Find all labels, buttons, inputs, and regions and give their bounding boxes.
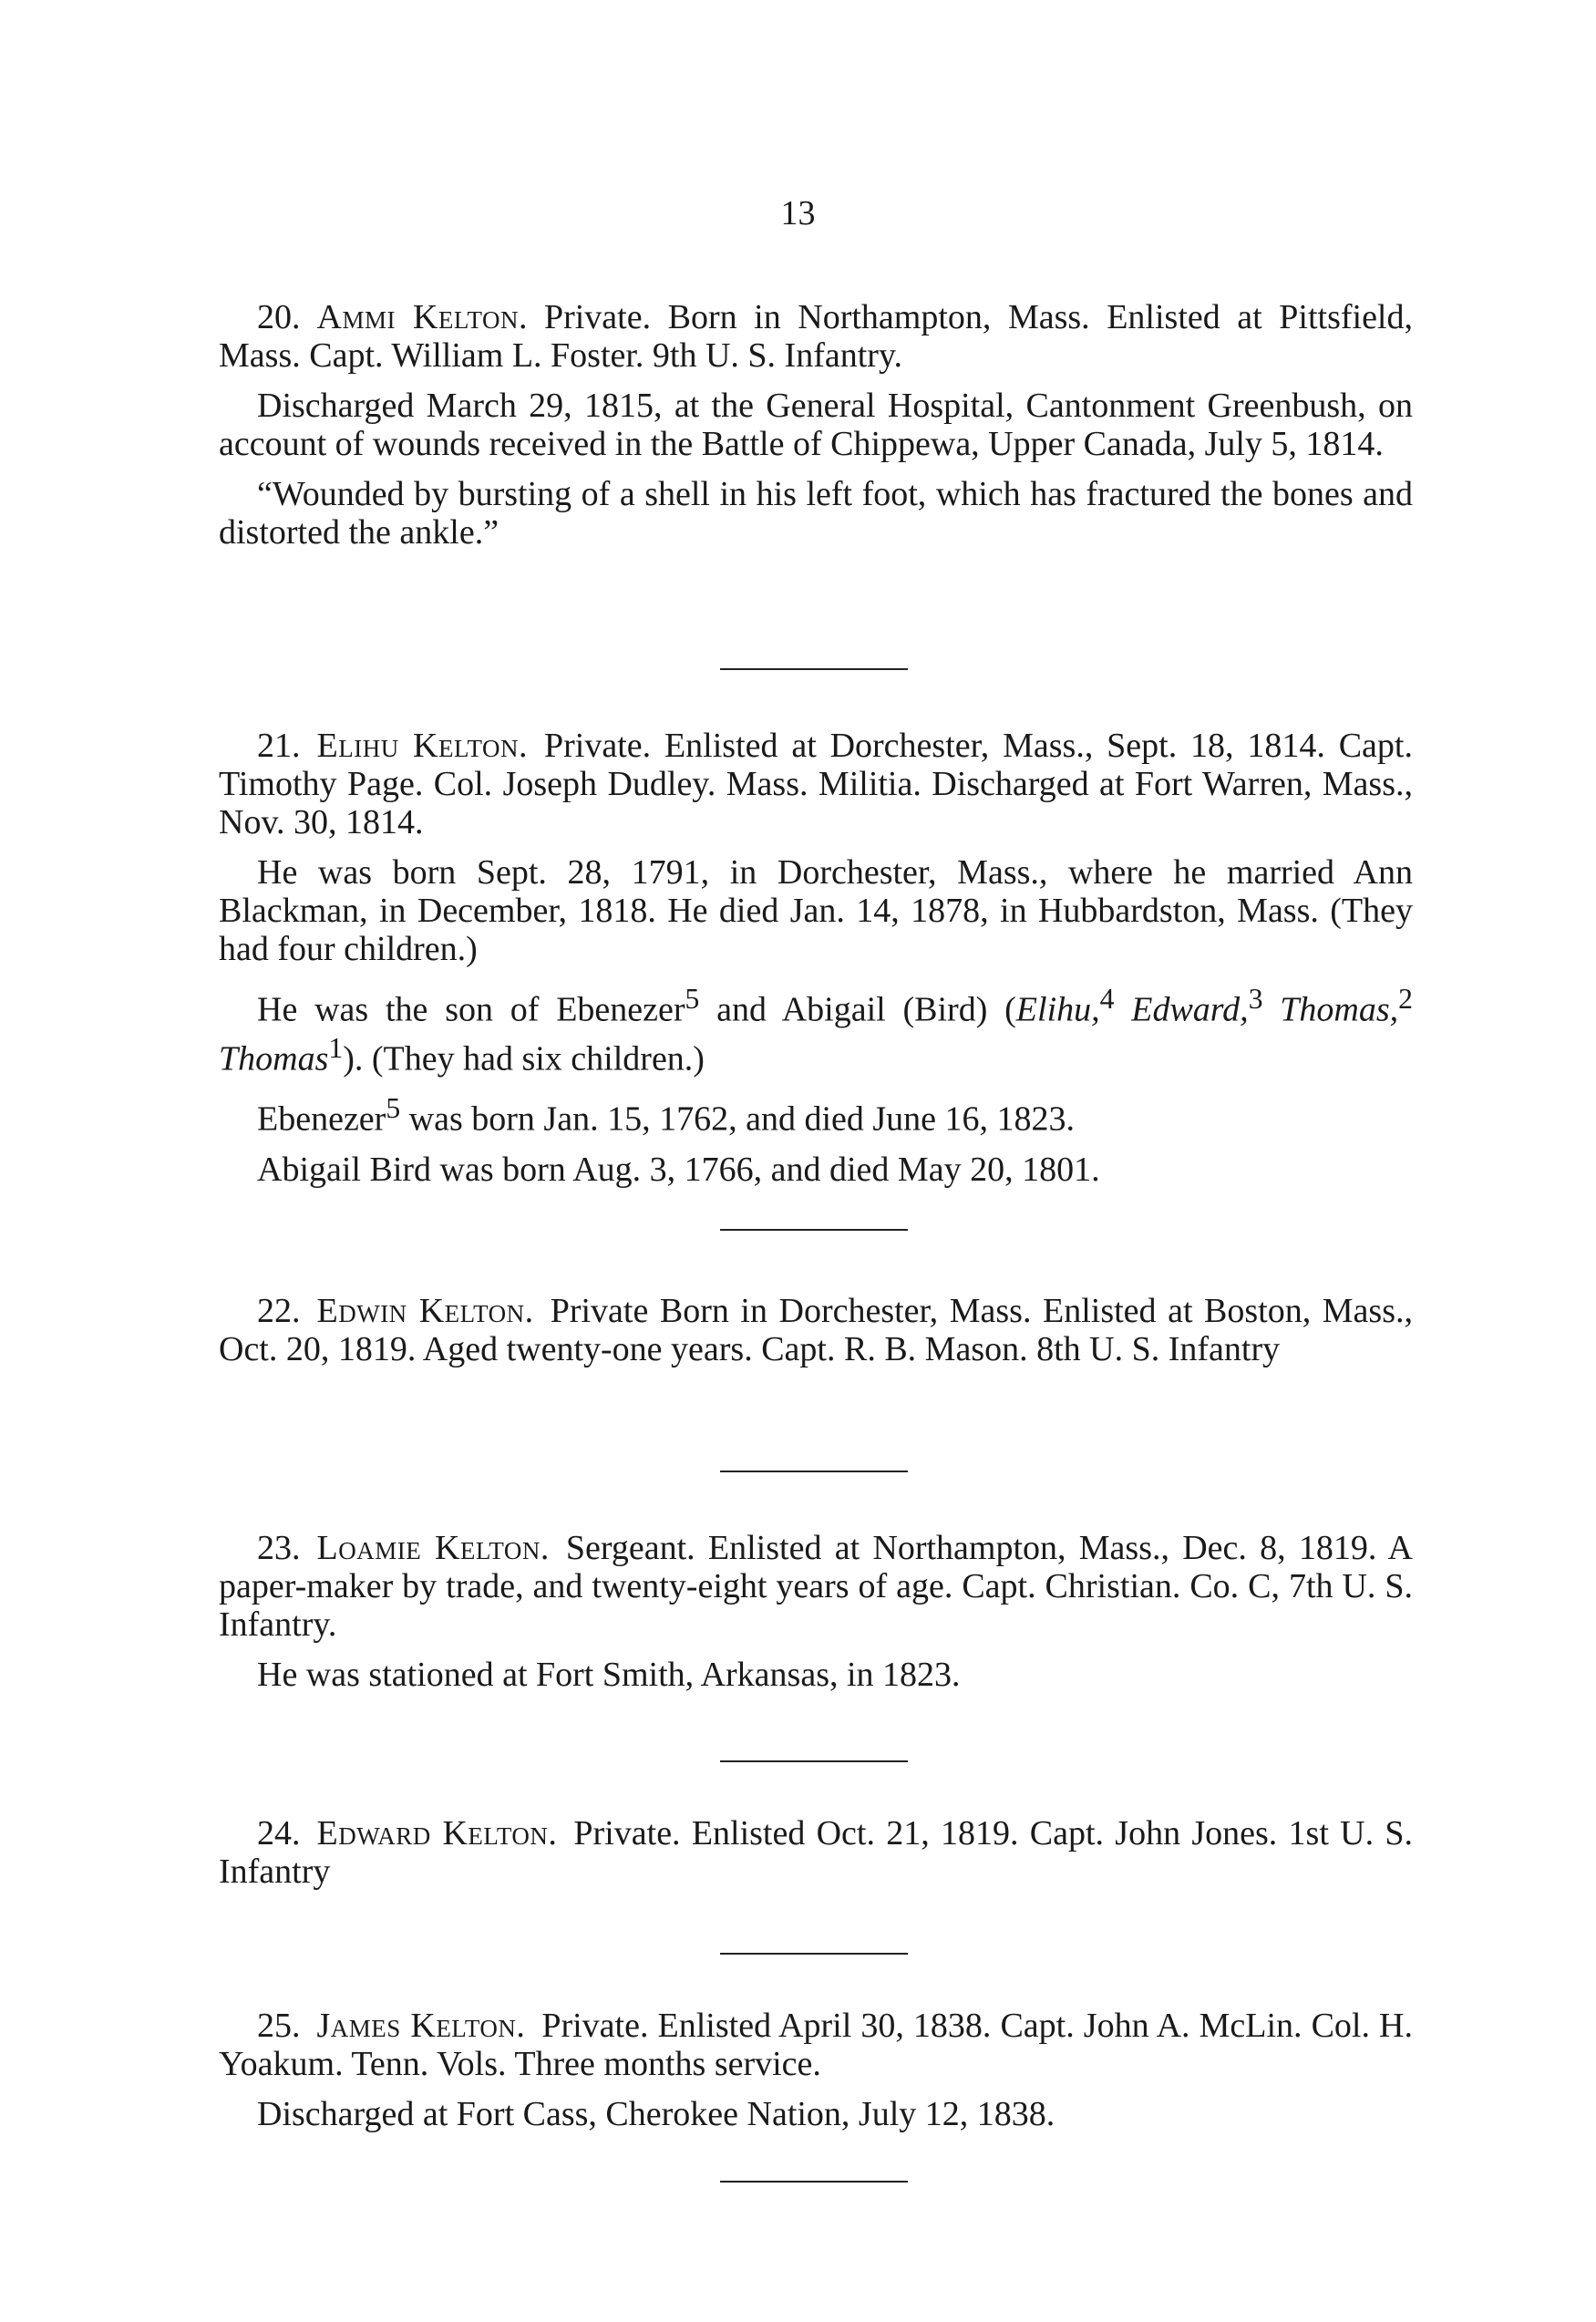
entry-20 [219,298,1413,563]
section-divider [720,1760,908,1762]
entry-22 [219,1292,1413,1380]
soldier-name: Loamie Kelton. [316,1529,550,1567]
section-divider [720,2181,908,2183]
entry-number: 23. [257,1529,301,1567]
ancestor-name: Thomas, [1262,990,1399,1029]
entry-paragraph: “Wounded by bursting of a shell in his left foot, which has fractured the bones and distorted the ankle.” [219,475,1413,552]
soldier-name: Edward Kelton. [316,1814,558,1852]
entry-text: Private. Born in Northampton, Mass. Enlisted at Pittsfield, Mass. Capt. William L. Foster. 9th U. S. Infantry. [219,298,1413,375]
entry-paragraph [219,1292,1413,1368]
entry-paragraph: He was stationed at Fort Smith, Arkansas, in 1823. [257,1656,961,1694]
entry-paragraph [219,298,1413,375]
entry-paragraph: Abigail Bird was born Aug. 3, 1766, and died May 20, 1801. [257,1150,1100,1189]
entry-number: 20. [257,298,301,336]
entry-number: 24. [257,1814,301,1852]
entry-text: Private. Enlisted April 30, 1838. Capt. John A. McLin. Col. H. Yoakum. Tenn. Vols. Three months service. [219,2007,1413,2083]
section-divider [720,1471,908,1472]
generation-sup: 2 [1398,983,1413,1015]
ancestor-name: Thomas [219,1039,329,1078]
ancestor-name: Edward, [1114,990,1249,1029]
parentage-tail: ). (They had six children.) [343,1039,705,1078]
generation-sup: 1 [328,1031,344,1064]
entry-paragraph [219,727,1413,841]
entry-text: Private. Enlisted at Dorchester, Mass., Sept. 18, 1814. Capt. Timothy Page. Col. Joseph Dudley. Mass. Militia. Discharged at Fort Warren, Mass., Nov. 30, 1814. [219,727,1413,841]
entry-paragraph [219,1529,1413,1644]
generation-sup: 3 [1248,983,1263,1015]
generation-sup: 4 [1099,983,1115,1015]
page-number: 13 [780,194,816,232]
section-divider [720,668,908,670]
entry-text: Private Born in Dorchester, Mass. Enlisted at Boston, Mass., Oct. 20, 1819. Aged twenty-one years. Capt. R. B. Mason. 8th U. S. Infantry [219,1292,1414,1368]
section-divider [720,1229,908,1231]
entry-24 [219,1814,1413,1903]
ebenezer-name: Ebenezer [257,1099,386,1139]
entry-23 [219,1529,1413,1706]
parentage-mid: and Abigail (Bird) ( [699,990,1016,1029]
parentage-lead: He was the son of Ebenezer [257,990,685,1029]
entry-21 [219,727,1413,1201]
entry-number: 25. [257,2007,301,2045]
entry-number: 21. [257,727,301,765]
generation-sup: 5 [685,983,700,1015]
entry-number: 22. [257,1292,301,1330]
soldier-name: James Kelton. [316,2007,526,2045]
section-divider [720,1953,908,1955]
soldier-name: Ammi Kelton. [316,298,528,336]
ancestor-name: Elihu, [1015,990,1100,1029]
soldier-name: Elihu Kelton. [316,727,528,765]
generation-sup: 5 [386,1092,401,1125]
entry-paragraph [219,2007,1413,2083]
soldier-name: Edwin Kelton. [316,1292,534,1330]
entry-text: Sergeant. Enlisted at Northampton, Mass., Dec. 8, 1819. A paper-maker by trade, and twenty-eight years of age. Capt. Christian. Co. C, 7th U. S. Infantry. [219,1529,1413,1644]
entry-text: Private. Enlisted Oct. 21, 1819. Capt. John Jones. 1st U. S. Infantry [219,1814,1413,1891]
entry-paragraph [219,1814,1413,1891]
entry-paragraph: He was born Sept. 28, 1791, in Dorchester, Mass., where he married Ann Blackman, in December, 1818. He died Jan. 14, 1878, in Hubbardston, Mass. (They had four children.) [219,853,1413,968]
entry-paragraph: Discharged at Fort Cass, Cherokee Nation, July 12, 1838. [257,2095,1055,2133]
entry-paragraph [219,1089,1413,1139]
ebenezer-text: was born Jan. 15, 1762, and died June 16, 1823. [400,1099,1076,1139]
parentage-paragraph [219,980,1413,1078]
entry-paragraph: Discharged March 29, 1815, at the General Hospital, Cantonment Greenbush, on account of wounds received in the Battle of Chippewa, Upper Canada, July 5, 1814. [219,387,1413,463]
entry-25 [219,2007,1413,2145]
